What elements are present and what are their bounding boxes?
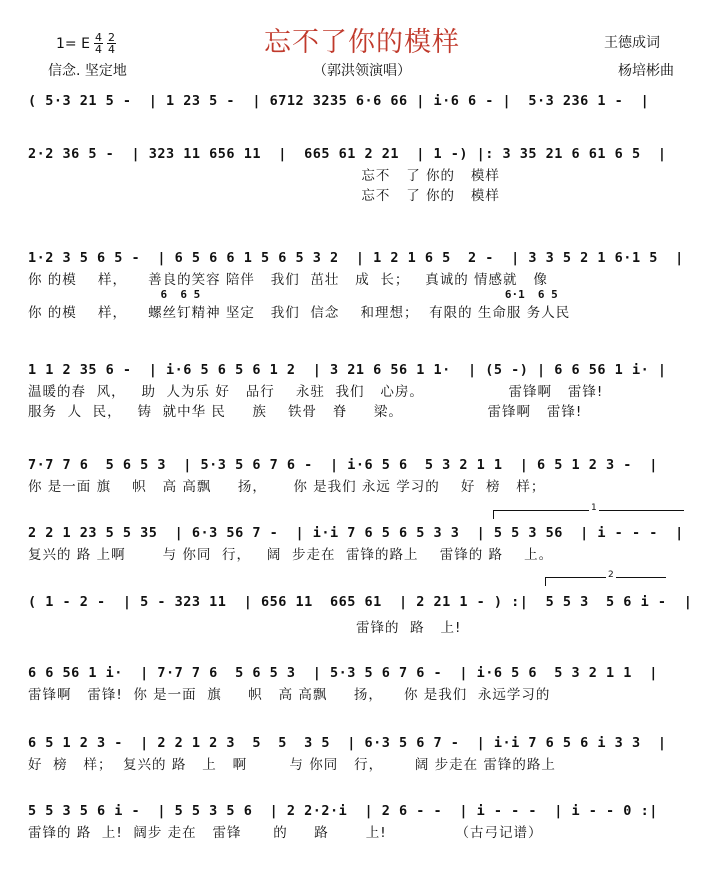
tempo-mood: 信念. 坚定地 [48, 63, 127, 79]
lyric-line-2: 你 的模 样， 螺丝钉精神 坚定 我们 信念 和理想； 有限的 生命服 务人民 [28, 305, 571, 321]
score-row-5 [28, 457, 692, 495]
notation-line: 1·2 3 5 6 5 - | 6 5 6 6 1 5 6 5 3 2 | 1 2 1 6 5 2 - | 3 3 5 2 1 6·1 5 | [28, 250, 684, 266]
lyric-line-1: 雷锋的 路 上! 阔步 走在 雷锋 的 路 上! （古弓记谱） [28, 825, 543, 841]
notation-line: 5 5 3 5 6 i - | 5 5 3 5 6 | 2 2·2·i | 2 6 - - | i - - - | i - - 0 :| [28, 803, 658, 819]
lyric-line-2: 忘不 了 你的 模样 [28, 188, 500, 204]
score-row-3 [28, 250, 692, 321]
score-row-10 [28, 803, 692, 841]
key-label: 1= E [56, 35, 90, 52]
lyric-line-1: 雷锋啊 雷锋! 你 是一面 旗 帜 高 高飘 扬， 你 是我们 永远学习的 [28, 687, 551, 703]
lyric-line-1: 忘不 了 你的 模样 [28, 168, 500, 184]
lyric-line-1: 你 的模 样， 善良的笑容 陪伴 我们 茁壮 成 长； 真诚的 情感就 像 [28, 272, 548, 288]
notation-line: 2 2 1 23 5 5 35 | 6·3 56 7 - | i·i 7 6 5 6 5 3 3 | 5 5 3 56 | i - - - | [28, 525, 684, 541]
lyric-line-1: 你 是一面 旗 帜 高 高飘 扬， 你 是我们 永远 学习的 好 榜 样； [28, 479, 546, 495]
song-title: 忘不了你的模样 [264, 27, 460, 58]
time-signature-2: 2 4 [107, 31, 115, 56]
lyric-line-1: 复兴的 路 上啊 与 你同 行， 阔 步走在 雷锋的路上 雷锋的 路 上。 [28, 547, 554, 563]
notation-line: ( 5·3 21 5 - | 1 23 5 - | 6712 3235 6·6 66 | i·6 6 - | 5·3 236 1 - | [28, 93, 650, 109]
composer: 杨培彬曲 [618, 63, 674, 79]
variant-notes: 6 6 5 6·1 6 5 [28, 288, 558, 301]
lyric-line-1: 好 榜 样； 复兴的 路 上 啊 与 你同 行， 阔 步走在 雷锋的路上 [28, 757, 556, 773]
notation-line: 1 1 2 35 6 - | i·6 5 6 5 6 1 2 | 3 21 6 56 1 1· | (5 -) | 6 6 56 1 i· | [28, 362, 667, 378]
key-signature [56, 32, 116, 55]
notation-line: ( 1 - 2 - | 5 - 323 11 | 656 11 665 61 | 2 21 1 - ) :| 5 5 3 5 6 i - | [28, 594, 693, 610]
score-row-4 [28, 362, 692, 420]
lyric-line-1: 温暖的春 风， 助 人为乐 好 品行 永驻 我们 心房。 雷锋啊 雷锋! [28, 384, 604, 400]
notation-line: 6 5 1 2 3 - | 2 2 1 2 3 5 5 3 5 | 6·3 5 6 7 - | i·i 7 6 5 6 i 3 3 | [28, 735, 667, 751]
score-row-8 [28, 665, 692, 703]
volta-1: 1 [493, 510, 684, 519]
performer-note: （郭洪领演唱） [313, 63, 411, 79]
lyricist: 王德成词 [604, 35, 660, 51]
notation-line: 2·2 36 5 - | 323 11 656 11 | 665 61 2 21 | 1 -) |: 3 35 21 6 61 6 5 | [28, 146, 667, 162]
lyric-line-2: 服务 人 民， 铸 就中华 民 族 铁骨 脊 梁。 雷锋啊 雷锋! [28, 404, 583, 420]
notation-line: 7·7 7 6 5 6 5 3 | 5·3 5 6 7 6 - | i·6 5 6 5 3 2 1 1 | 6 5 1 2 3 - | [28, 457, 658, 473]
lyric-line-1: 雷锋的 路 上! [28, 620, 462, 636]
time-signature-1: 4 4 [94, 31, 102, 56]
score-row-9 [28, 735, 692, 773]
score-row-6 [28, 525, 692, 563]
score-row-2 [28, 146, 692, 204]
volta-2: 2 [545, 577, 666, 586]
score-row-7 [28, 594, 692, 636]
score-row-1 [28, 93, 692, 111]
notation-line: 6 6 56 1 i· | 7·7 7 6 5 6 5 3 | 5·3 5 6 7 6 - | i·6 5 6 5 3 2 1 1 | [28, 665, 658, 681]
